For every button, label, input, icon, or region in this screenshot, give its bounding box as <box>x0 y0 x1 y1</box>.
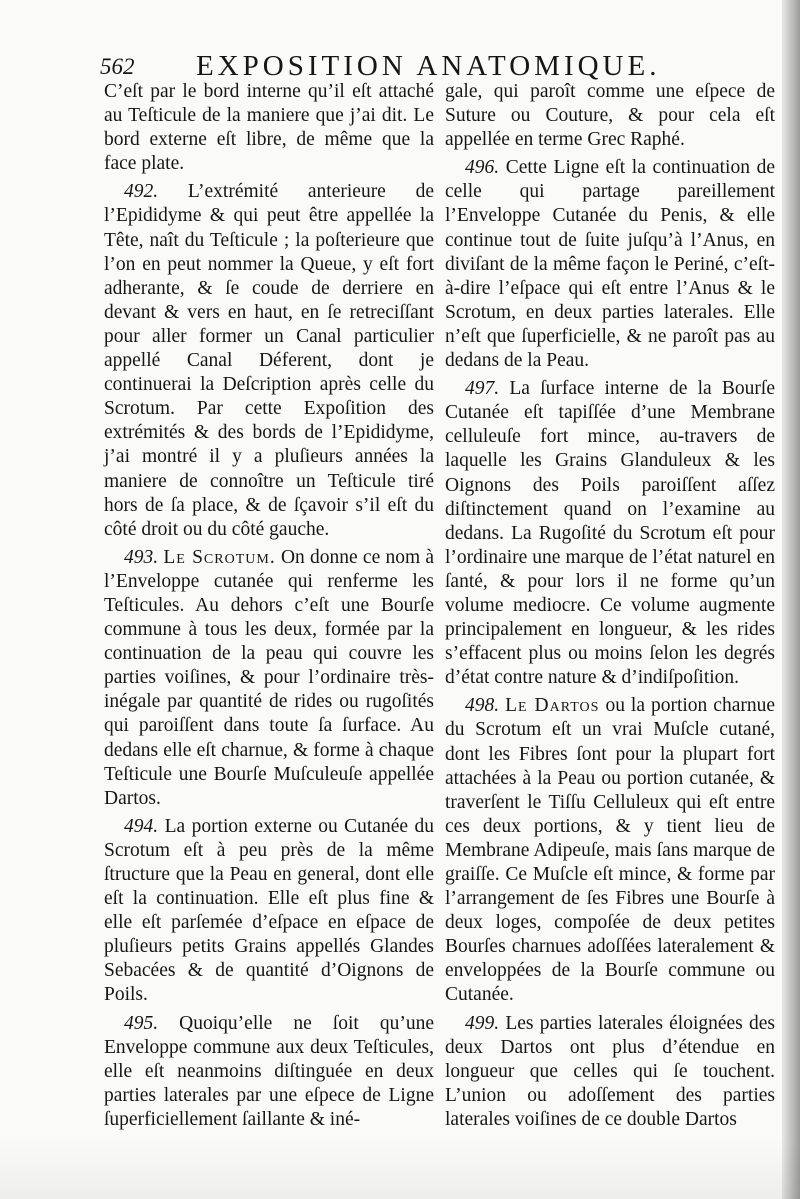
paragraph-492 <box>104 180 434 541</box>
paragraph-continuation <box>445 80 775 152</box>
page-edge-shadow <box>782 0 800 1199</box>
section-lead-heading: Le Scrotum. <box>163 546 276 568</box>
paragraph-number: 493. <box>124 546 159 568</box>
page-bottom-shade <box>0 1139 800 1199</box>
paragraph-text: Cette Ligne eſt la continuation de celle qui partage pareillement l’Enveloppe Cutanée du Penis, & elle continue tout de ſuite juſqu’à l’Anus, en diviſant de la même façon le Periné, c’eſt-à-dire l’eſpace qui eſt entre l’Anus & le Scrotum, en deux parties laterales. Elle n’eſt que ſuperficielle, & ne paroît pas au dedans de la Peau. <box>445 157 776 372</box>
paragraph-continuation <box>104 80 434 176</box>
paragraph-495 <box>104 1012 434 1132</box>
paragraph-number: 498. <box>465 695 500 717</box>
right-column <box>445 80 775 1136</box>
paragraph-text: Les parties laterales éloignées des deux Dartos ont plus d’étendue en longueur que celles qui ſe touchent. L’union ou adoſſement des parties laterales voiſines de ce double Dartos <box>445 1012 775 1130</box>
running-title: EXPOSITION ANATOMIQUE. <box>196 50 661 82</box>
left-column <box>104 80 434 1136</box>
paragraph-number: 499. <box>465 1012 500 1034</box>
paragraph-number: 496. <box>465 157 500 179</box>
paragraph-number: 494. <box>124 815 159 837</box>
paragraph-text: On donne ce nom à l’Enveloppe cutanée qui renferme les Teſticules. Au dehors c’eſt une Bourſe commune à tous les deux, formée par la continuation de la peau qui couvre les parties voiſines, & pour l’ordinaire très-inégale par quantité de rides ou rugoſités qui paroiſſent dans toute ſa ſurface. Au dedans elle eſt charnue, & forme à chaque Teſticule une Bourſe Muſculeuſe appellée Dartos. <box>104 546 435 809</box>
paragraph-498 <box>445 694 775 1007</box>
paragraph-number: 492. <box>124 181 159 203</box>
paragraph-497 <box>445 377 775 690</box>
paragraph-text: gale, qui paroît comme une eſpece de Suture ou Couture, & pour cela eſt appellée en terme Grec Raphé. <box>445 81 775 151</box>
paragraph-text: La portion externe ou Cutanée du Scrotum eſt à peu près de la même ſtructure que la Peau en general, dont elle eſt la continuation. Elle eſt plus fine & elle eſt parſemée d’eſpace en eſpace de pluſieurs petits Grains appellés Glandes Sebacées & de quantité d’Oignons de Poils. <box>104 815 434 1006</box>
paragraph-text: ou la portion charnue du Scrotum eſt un vrai Muſcle cutané, dont les Fibres ſont pour la plupart fort attachées à la Peau ou portion cutanée, & traverſent le Tiſſu Celluleux qui eſt entre ces deux portions, & y tient lieu de Membrane Adipeuſe, mais ſans marque de graiſſe. Ce Muſcle eſt mince, & forme par l’arrangement de ſes Fibres une Bourſe à deux loges, compoſée de deux petites Bourſes charnues adoſſées lateralement & enveloppées de la Bourſe commune ou Cutanée. <box>445 695 775 1006</box>
paragraph-text: Quoiqu’elle ne ſoit qu’une Enveloppe commune aux deux Teſticules, elle eſt neanmoins diſtinguée en deux parties laterales par une eſpece de Ligne ſuperficiellement ſaillante & iné- <box>104 1012 434 1130</box>
paragraph-text: C’eſt par le bord interne qu’il eſt attaché au Teſticule de la maniere que j’ai dit. Le bord externe eſt libre, de même que la face plate. <box>104 81 434 175</box>
paragraph-number: 495. <box>124 1012 159 1034</box>
paragraph-494 <box>104 815 434 1008</box>
paragraph-496 <box>445 156 775 373</box>
paragraph-text: La ſurface interne de la Bourſe Cutanée eſt tapiſſée d’une Membrane celluleuſe fort mince, au-travers de laquelle les Grains Glanduleux & les Oignons des Poils paroiſſent aſſez diſtinctement quand on l’examine au dedans. La Rugoſité du Scrotum eſt pour l’ordinaire une marque de l’état naturel en ſanté, & pour lors il ne forme qu’un volume mediocre. Ce volume augmente principalement en longueur, & les rides s’effacent plus ou moins ſelon les degrés d’état contre nature & d’indiſpoſition. <box>445 378 775 689</box>
paragraph-number: 497. <box>465 378 500 400</box>
paragraph-493 <box>104 546 434 811</box>
section-lead-heading: Le Dartos <box>505 695 600 717</box>
paragraph-499 <box>445 1012 775 1132</box>
paragraph-text: L’extrémité anterieure de l’Epididyme & qui peut être appellée la Tête, naît du Teſticule ; la poſterieure que l’on en peut nommer la Queue, y eſt fort adherante, & ſe coude de derriere en devant & vers en haut, en ſe retreciſſant pour aller former un Canal particulier appellé Canal Déferent, dont je continuerai la Deſcription après celle du Scrotum. Par cette Expoſition des extrémités & des bords de l’Epididyme, j’ai montré il y a pluſieurs années la maniere de connoître un Teſticule tiré hors de ſa place, & de ſçavoir s’il eſt du côté droit ou du côté gauche. <box>104 181 435 540</box>
page-number: 562 <box>100 54 135 79</box>
